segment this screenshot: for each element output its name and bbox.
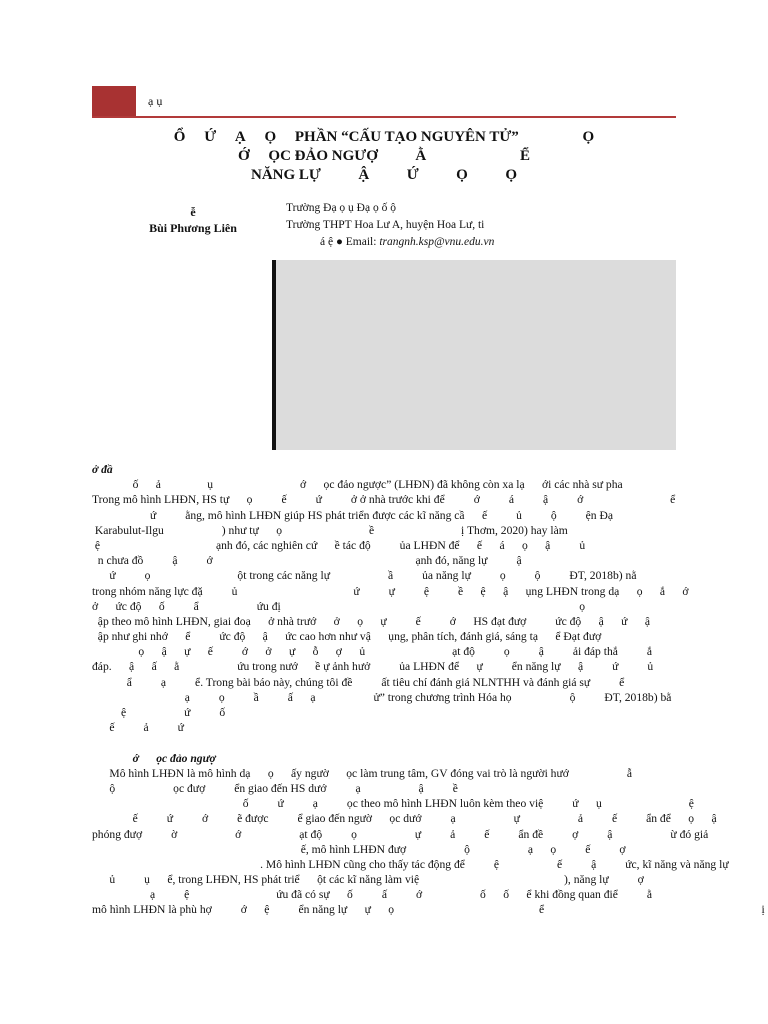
body-line: ập như ghi nhớ ể ức độ ậ ức cao hơn như vậ ụng, phân tích, đánh giá, sáng tạ ể Đạt đượ	[92, 630, 602, 644]
body-line: Karabulut-Ilgu ) như tự ọ ề ị Thơm, 2020) hay làm	[92, 523, 568, 537]
body-line: ập theo mô hình LHĐN, giai đoạ ở nhà trướ ở ọ ự ế ớ HS đạt đượ ức độ ậ ứ ậ	[92, 614, 650, 628]
body-line: ế ứ ớ ẽ được ể giao đến ngườ ọc dướ ạ ự ả ế ẩn để ọ ậ	[92, 812, 717, 826]
running-header	[92, 86, 676, 118]
affiliation-block	[286, 200, 676, 251]
body-line: ở ức độ ố ẩ ứu đị ọ	[92, 599, 586, 613]
body-line: ủ ụ ể, trong LHĐN, HS phát triể ột các kĩ năng làm việ ), năng lự ợ	[92, 873, 644, 887]
abstract-box	[272, 260, 676, 450]
body-line: n chưa đồ ậ ớ ạnh đó, năng lự ậ	[92, 554, 522, 568]
body-line: ố ứ ạ ọc theo mô hình LHĐN luôn kèm theo việ ứ ụ ệ	[92, 797, 694, 811]
email-link[interactable]: trangnh.ksp@vnu.edu.vn	[379, 236, 495, 248]
body-line: ứ ọ ột trong các năng lự ầ ủa năng lự ọ ộ ĐT, 2018b) nằ	[92, 569, 637, 583]
author-line: ễ	[190, 205, 196, 219]
body-line: ệ ạnh đó, các nghiên cứ ề tác độ ủa LHĐN để ế á ọ ậ ủ	[92, 538, 586, 552]
body-line: Trong mô hình LHĐN, HS tự ọ ế ứ ở ở nhà trước khi để ớ á ậ ớ ể	[92, 493, 676, 507]
body-line: ệ ứ ố	[92, 706, 226, 719]
section-heading: ớ ọc đảo ngượ	[92, 751, 216, 765]
paper-title	[92, 128, 676, 185]
affiliation-line: Trường THPT Hoa Lư A, huyện Hoa Lư, ti	[286, 219, 485, 231]
affiliation-contact	[286, 234, 676, 251]
body-line: mô hình LHĐN là phù hợ ớ ệ ển năng lự ự ọ ể ị	[92, 903, 765, 917]
body-line: ế ả ứ	[92, 721, 184, 735]
body-line: ạ ọ ầ ấ ạ ử” trong chương trình Hóa họ ộ ĐT, 2018b) bằ	[92, 690, 672, 704]
body-line: phóng đượ ờ ớ ạt độ ọ ự ả ế ẩn đề ợ ậ ừ đó giả	[92, 827, 709, 841]
author-name: Bùi Phương Liên	[149, 221, 237, 235]
body-line: Mô hình LHĐN là mô hình dạ ọ ấy ngườ ọc làm trung tâm, GV đóng vai trò là người hướ ẫ	[92, 766, 633, 780]
body-line: ẩ ạ ể. Trong bài báo này, chúng tôi đề ất tiêu chí đánh giá NLNTHH và đánh giá sự ể	[92, 675, 625, 689]
body-line: ộ ọc đượ ển giao đến HS dướ ạ ậ ề	[92, 781, 458, 795]
body-line: . Mô hình LHĐN cũng cho thấy tác động để ệ ế ậ ức, kĩ năng và năng lự	[92, 857, 729, 871]
body-line: ứ ằng, mô hình LHĐN giúp HS phát triển được các kĩ năng cầ ế ủ ộ ện Đạ	[92, 508, 614, 522]
affiliation-line: Trường Đạ ọ ụ Đạ ọ ố ộ	[286, 202, 396, 214]
contact-label: á ệ ● Email:	[320, 236, 380, 248]
title-line: NĂNG LỰ Ậ Ứ Ọ Ọ	[251, 167, 517, 183]
body-text	[92, 462, 765, 918]
body-line	[92, 735, 678, 750]
body-line: đáp. ậ ấ ằ ứu trong nướ ề ự ảnh hưở ủa LHĐN để ự ển năng lự ậ ứ ủ	[92, 660, 654, 674]
header-text: ạ ụ	[148, 94, 163, 108]
body-line: ố ả ụ ớ ọc đảo ngược” (LHĐN) đã không còn xa lạ ới các nhà sư pha	[92, 478, 623, 492]
header-color-block	[92, 86, 136, 116]
body-line: ế, mô hình LHĐN đượ ộ ạ ọ ế ợ	[92, 842, 626, 856]
title-line: Ổ Ứ Ạ Ọ PHẦN “CẤU TẠO NGUYÊN TỬ” Ọ	[173, 129, 595, 145]
body-line: trong nhóm năng lực đặ ủ ứ ự ệ ề ệ ậ ụng LHĐN trong dạ ọ ắ ớ	[92, 584, 689, 598]
body-line: ọ ậ ự ế ớ ở ự ỗ ợ ủ ạt độ ọ ậ ải đáp thắ ắ	[92, 645, 653, 659]
title-line: Ớ ỌC ĐẢO NGƯỢ Ằ Ể	[238, 148, 530, 164]
body-line: ạ ệ ứu đã có sự ố ấ ớ ố ố ể khi đồng quan điể ằ	[92, 888, 653, 902]
section-heading: ở đầ	[92, 463, 113, 476]
author-block	[118, 204, 268, 236]
